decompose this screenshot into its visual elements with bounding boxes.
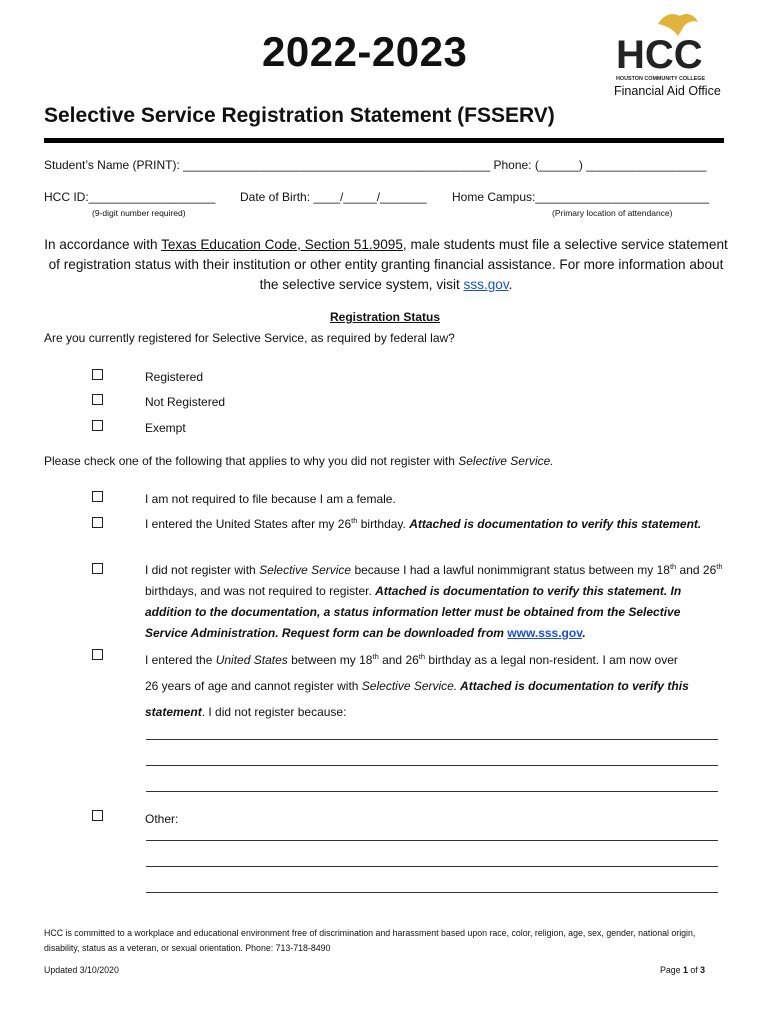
- intro-paragraph: [44, 235, 728, 295]
- updated-date: Updated 3/10/2020: [44, 965, 119, 975]
- other-label: Other:: [145, 812, 179, 826]
- female-checkbox[interactable]: [92, 491, 103, 502]
- entered-after-26-checkbox[interactable]: [92, 517, 103, 528]
- nondiscrimination-notice: HCC is committed to a workplace and educational environment free of discrimination and harassment based upon race, color, religion, age, sex, gender, national origin, disability, status as a veteran, or sexual orientation. Phone: 713-718-8490: [44, 928, 696, 953]
- legal-nonresident-checkbox[interactable]: [92, 649, 103, 660]
- title-divider: [44, 138, 724, 143]
- other-blank-line-3[interactable]: [146, 892, 718, 893]
- intro-end: .: [508, 277, 513, 292]
- reason-prompt: Please check one of the following that applies to why you did not register with Selective Service.: [44, 454, 554, 468]
- not-registered-label: Not Registered: [145, 395, 226, 409]
- registered-label: Registered: [145, 370, 204, 384]
- not-registered-checkbox[interactable]: [92, 394, 103, 405]
- reason-blank-line-3[interactable]: [146, 791, 718, 792]
- hcc-id-note: (9-digit number required): [92, 208, 186, 218]
- reason-blank-line-1[interactable]: [146, 739, 718, 740]
- page-number: Page 1 of 3: [660, 965, 706, 975]
- hcc-logo: [612, 12, 724, 84]
- document-year: 2022-2023: [262, 28, 468, 75]
- registered-checkbox[interactable]: [92, 369, 103, 380]
- other-blank-line-2[interactable]: [146, 866, 718, 867]
- hcc-id-field[interactable]: HCC ID:___________________: [44, 190, 216, 204]
- sss-download-link[interactable]: www.sss.gov: [507, 626, 582, 640]
- student-name-phone-line[interactable]: Student’s Name (PRINT): ______________________________________________ Phone: (______) __________________: [44, 158, 707, 172]
- reason-female: I am not required to file because I am a female.: [145, 492, 396, 506]
- form-title: Selective Service Registration Statement (FSSERV): [44, 104, 555, 127]
- sss-gov-link[interactable]: sss.gov: [463, 277, 509, 292]
- exempt-label: Exempt: [145, 421, 186, 435]
- intro-text-2: , male students must file a selective service statement of registration status with their institution or other entity granting financial assistance. For more information about the selective service system, visit: [48, 237, 728, 292]
- campus-note: (Primary location of attendance): [552, 208, 673, 218]
- exempt-checkbox[interactable]: [92, 420, 103, 431]
- intro-text-1: In accordance with: [44, 237, 162, 252]
- office-label: Financial Aid Office: [614, 84, 721, 98]
- logo-subtext: HOUSTON COMMUNITY COLLEGE: [616, 76, 706, 82]
- reason-entered-after-26: I entered the United States after my 26th birthday. Attached is documentation to verify this statement.: [145, 516, 702, 531]
- reason-legal-nonresident: I entered the United States between my 18th and 26th birthday as a legal non-resident. I am now over 26 years of age and cannot register with Selective Service. Attached is documentation to verify this statement. I did not register because:: [145, 652, 689, 719]
- education-code-link[interactable]: Texas Education Code, Section 51.9095: [161, 237, 403, 252]
- nonimmigrant-checkbox[interactable]: [92, 563, 103, 574]
- date-of-birth-field[interactable]: Date of Birth: ____/_____/_______: [240, 190, 427, 204]
- registration-status-heading: Registration Status: [329, 310, 440, 324]
- other-blank-line-1[interactable]: [146, 840, 718, 841]
- reason-blank-line-2[interactable]: [146, 765, 718, 766]
- home-campus-field[interactable]: Home Campus:__________________________: [452, 190, 709, 204]
- other-checkbox[interactable]: [92, 810, 103, 821]
- logo-text: HCC: [616, 33, 703, 77]
- registration-question: Are you currently registered for Selective Service, as required by federal law?: [44, 331, 455, 345]
- reason-nonimmigrant: I did not register with Selective Service because I had a lawful nonimmigrant status between my 18th and 26th birthdays, and was not required to register. Attached is documentation to verify this statement. In addition to the documentation, a status information letter must be obtained from the Selective Service Administration. Request form can be downloaded from www.sss.gov.: [145, 562, 723, 640]
